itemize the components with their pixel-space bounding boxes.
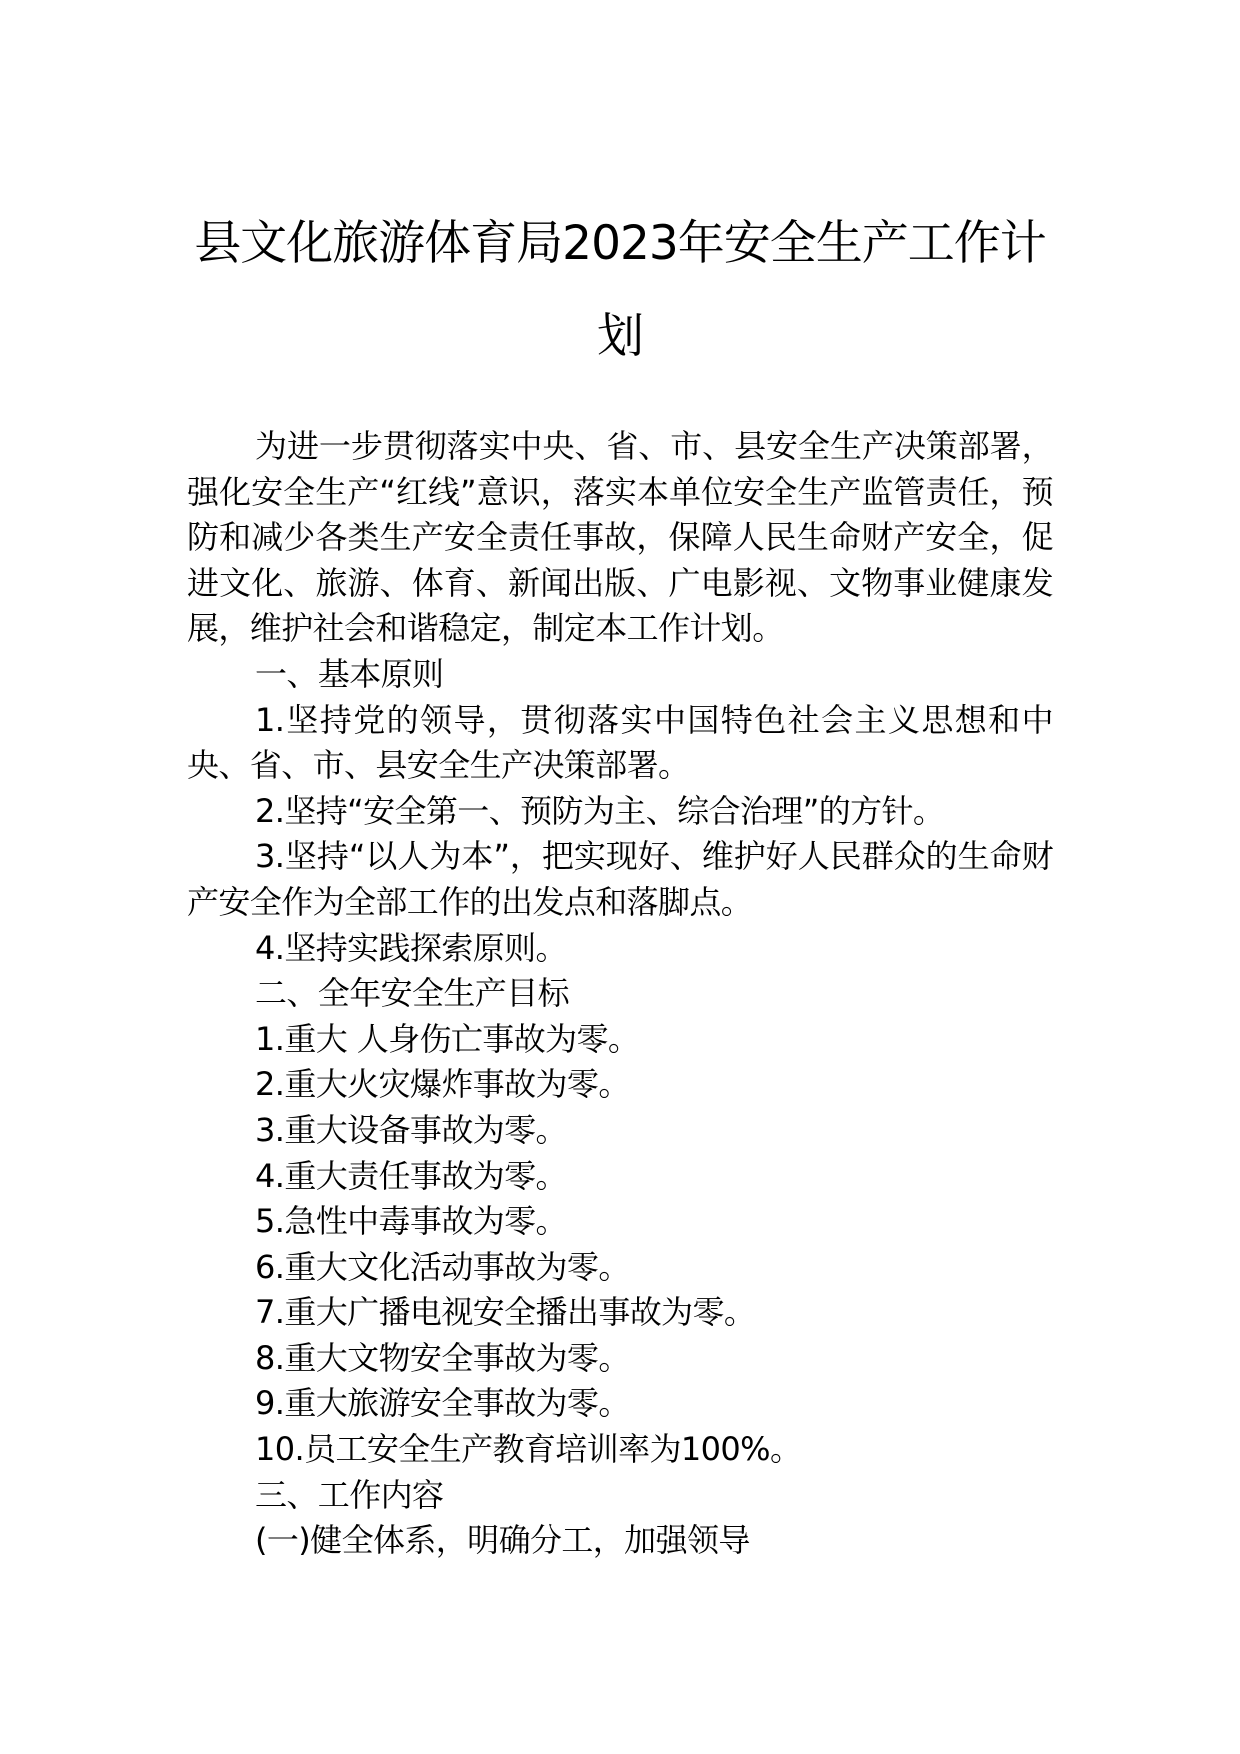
goal-item: 1.重大 人身伤亡事故为零。: [255, 1019, 640, 1058]
section-heading-work-content: 三、工作内容: [255, 1475, 444, 1514]
goal-item: 6.重大文化活动事故为零。: [255, 1247, 630, 1286]
principle-item: 3.坚持“以人为本”，把实现好、维护好人民群众的生命财产安全作为全部工作的出发点和落脚点。: [187, 837, 1053, 921]
section-heading-goals: 二、全年安全生产目标: [255, 974, 570, 1013]
goal-item: 4.重大责任事故为零。: [255, 1156, 567, 1195]
goal-item: 2.重大火灾爆炸事故为零。: [255, 1065, 630, 1104]
goal-item: 7.重大广播电视安全播出事故为零。: [255, 1293, 756, 1332]
goal-item: 8.重大文物安全事故为零。: [255, 1338, 630, 1377]
section-heading-principles: 一、基本原则: [255, 654, 444, 693]
principle-item: 1.坚持党的领导，贯彻落实中国特色社会主义思想和中央、省、市、县安全生产决策部署。: [187, 700, 1053, 785]
principle-item: 4.坚持实践探索原则。: [255, 928, 567, 967]
goal-item: 5.急性中毒事故为零。: [255, 1202, 567, 1241]
principle-item: 2.坚持“安全第一、预防为主、综合治理”的方针。: [255, 791, 945, 830]
intro-paragraph: 为进一步贯彻落实中央、省、市、县安全生产决策部署，强化安全生产“红线”意识，落实本单位安全生产监管责任，预防和减少各类生产安全责任事故，保障人民生命财产安全，促进文化、旅游、体育、新闻出版、广电影视、文物事业健康发展，维护社会和谐稳定，制定本工作计划。: [187, 427, 1053, 648]
subsection-heading: (一)健全体系，明确分工，加强领导: [255, 1521, 750, 1560]
document-title-line-1: 县文化旅游体育局2023年安全生产工作计: [194, 216, 1046, 271]
goal-item: 10.员工安全生产教育培训率为100%。: [255, 1430, 802, 1469]
goal-item: 9.重大旅游安全事故为零。: [255, 1384, 630, 1423]
goal-item: 3.重大设备事故为零。: [255, 1110, 567, 1149]
document-title-line-2: 划: [597, 309, 643, 364]
document-body: [187, 424, 1053, 1564]
